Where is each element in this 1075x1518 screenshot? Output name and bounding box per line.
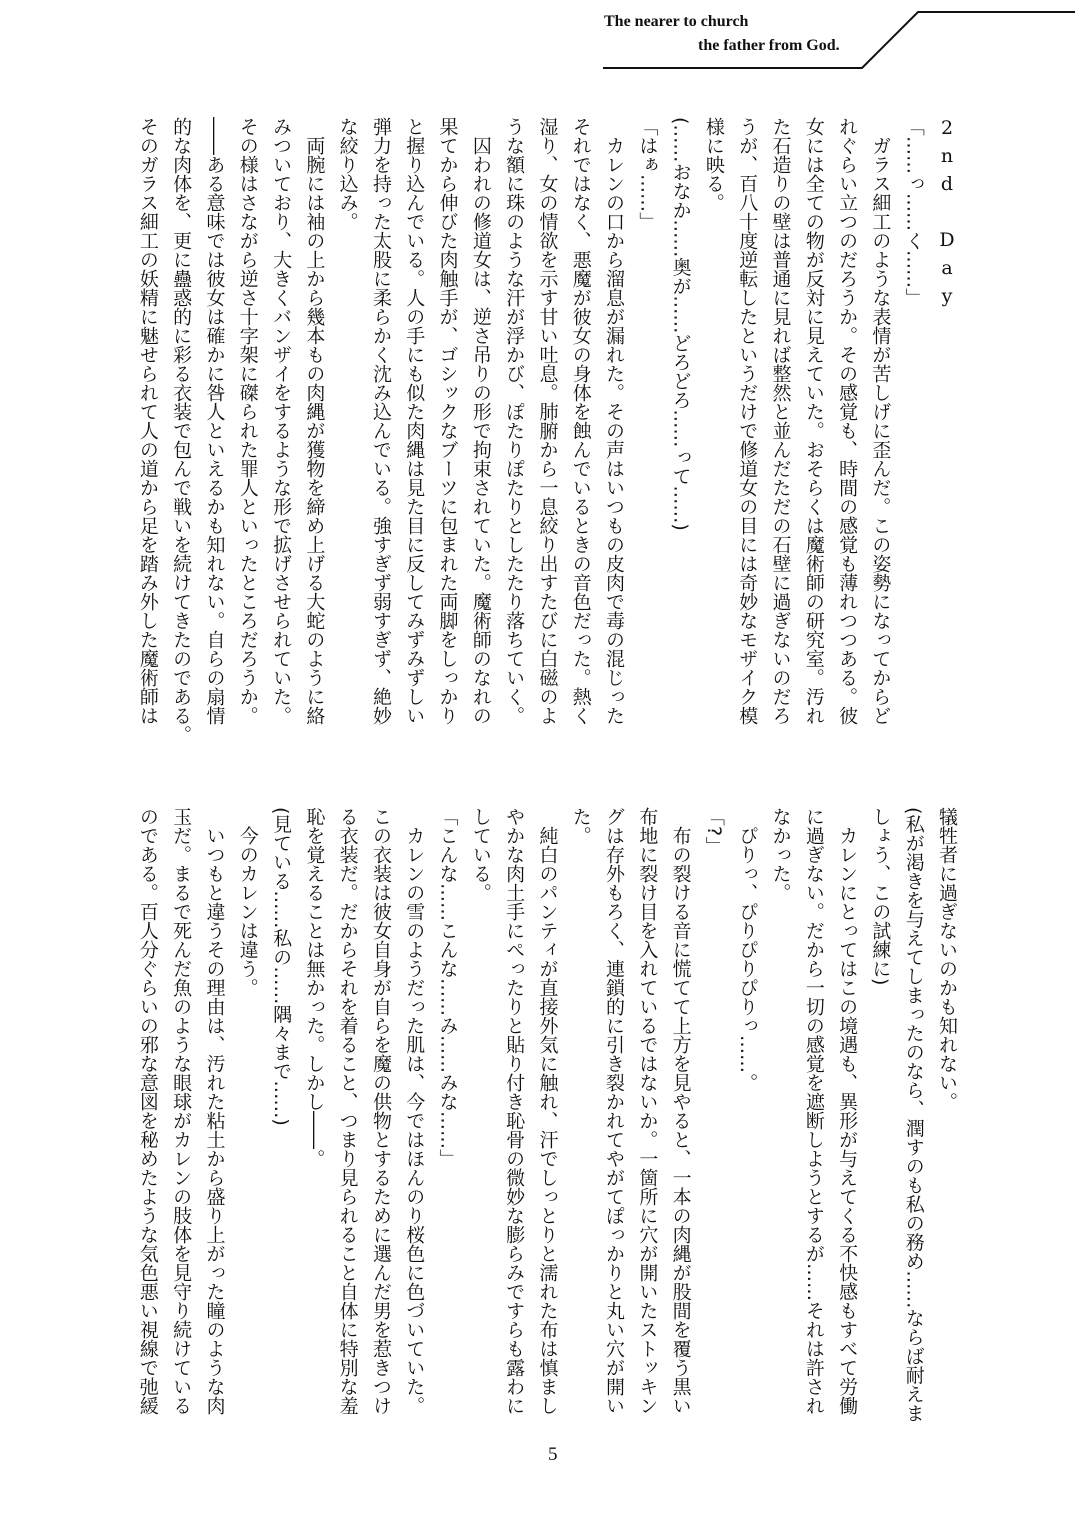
text-column: 純白のパンティが直接外気に触れ、汗でしっとりと濡れた布は慎まし <box>536 807 559 1415</box>
chapter-title: 2nd Day <box>936 117 958 313</box>
text-column: グは存外もろく、連鎖的に引き裂かれてやがてぽっかりと丸い穴が開い <box>603 807 626 1415</box>
text-column: 湿り、女の情欲を示す甘い吐息。肺腑から一息絞り出すたびに白磁のよ <box>536 117 559 725</box>
text-column: 布の裂ける音に慌てて上方を見やると、一本の肉縄が股間を覆う黒い <box>669 807 692 1415</box>
text-column: (……おなか……奥が……どろどろ……って……) <box>669 117 692 531</box>
header-line-1: The nearer to church <box>604 13 749 30</box>
text-column: やかな肉土手にぺったりと貼り付き恥骨の微妙な膨らみですらも露わに <box>503 807 526 1415</box>
text-column: れぐらい立つのだろうか。その感覚も、時間の感覚も薄れつつある。彼 <box>836 117 859 725</box>
text-column: る衣装だ。だからそれを着ること、つまり見られること自体に特別な羞 <box>336 807 359 1415</box>
text-column: いつもと違うその理由は、汚れた粘土から盛り上がった瞳のような肉 <box>203 807 226 1415</box>
page-number: 5 <box>548 1444 558 1465</box>
text-column: その様はさながら逆さ十字架に磔られた罪人といったところだろうか。 <box>236 117 259 725</box>
text-column: 果てから伸びた肉触手が、ゴシックなブーツに包まれた両脚をしっかり <box>436 117 459 725</box>
text-column: 「はぁ……」 <box>636 117 659 231</box>
text-column: 囚われの修道女は、逆さ吊りの形で拘束されていた。魔術師のなれの <box>469 117 492 725</box>
text-column: に過ぎない。だから一切の感覚を遮断しようとするが……それは許され <box>802 807 825 1415</box>
header-line-2: the father from God. <box>698 37 840 54</box>
text-column: なかった。 <box>769 807 792 902</box>
text-column: 「こんな……こんな……み……みな……」 <box>436 807 459 1168</box>
text-block-top <box>131 117 963 744</box>
text-column: ガラス細工のような表情が苦しげに歪んだ。この姿勢になってからど <box>869 117 892 725</box>
text-column: それではなく、悪魔が彼女の身体を蝕んでいるときの音色だった。熱く <box>569 117 592 725</box>
text-column: のである。百人分ぐらいの邪な意図を秘めたような気色悪い視線で弛緩 <box>136 807 159 1415</box>
text-column: みついており、大きくバンザイをするような形で拡げさせられていた。 <box>270 117 293 725</box>
text-column: カレンの雪のようだった肌は、今ではほんのり桜色に色づいていた。 <box>403 807 426 1415</box>
text-column: た石造りの壁は普通に見れば整然と並んだただの石壁に過ぎないのだろ <box>769 117 792 725</box>
text-column: 様に映る。 <box>702 117 725 212</box>
text-column: 今のカレンは違う。 <box>236 807 259 997</box>
text-column: この衣装は彼女自身が自らを魔の供物とするために選んだ男を惹きつけ <box>369 807 392 1415</box>
text-column: (私が渇きを与えてしまったのなら、潤すのも私の務め……ならば耐えま <box>902 807 925 1423</box>
text-column: 犠牲者に過ぎないのかも知れない。 <box>936 807 958 1111</box>
text-column: (見ている……私の……隅々まで……) <box>270 807 293 1126</box>
text-column: な絞り込み。 <box>336 117 359 231</box>
text-column: 的な肉体を、更に蠱惑的に彩る衣装で包んで戦いを続けてきたのである。 <box>170 117 193 744</box>
text-column: 弾力を持った太股に柔らかく沈み込んでいる。強すぎず弱すぎず、絶妙 <box>369 117 392 725</box>
text-column: 布地に裂け目を入れているではないか。一箇所に穴が開いたストッキン <box>636 807 659 1415</box>
text-column: 恥を覚えることは無かった。しかし――。 <box>303 807 326 1168</box>
text-column: ――ある意味では彼女は確かに咎人といえるかも知れない。自らの扇情 <box>203 117 226 725</box>
text-column: 女には全ての物が反対に見えていた。おそらくは魔術師の研究室。汚れ <box>802 117 825 725</box>
text-column: た。 <box>569 807 592 845</box>
text-column: しょう、この試練に) <box>869 807 892 986</box>
text-column: そのガラス細工の妖精に魅せられて人の道から足を踏み外した魔術師は <box>136 117 159 725</box>
text-column: ぴりっ、ぴりぴりぴりっ……。 <box>736 807 759 1092</box>
text-column: 両腕には袖の上から幾本もの肉縄が獲物を締め上げる大蛇のように絡 <box>303 117 326 725</box>
text-column: うが、百八十度逆転したというだけで修道女の目には奇妙なモザイク模 <box>736 117 759 725</box>
text-column: カレンの口から溜息が漏れた。その声はいつもの皮肉で毒の混じった <box>603 117 626 725</box>
running-header <box>604 10 840 58</box>
header-rule <box>0 0 1075 80</box>
text-column: 玉だ。まるで死んだ魚のような眼球がカレンの肢体を見守り続けている <box>170 807 193 1415</box>
text-column: 「……っ……く……」 <box>902 117 925 307</box>
text-column: 「?」 <box>702 807 725 856</box>
text-column: と握り込んでいる。人の手にも似た肉縄は見た目に反してみずみずしい <box>403 117 426 725</box>
text-block-bottom <box>131 807 963 1421</box>
text-column: うな額に珠のような汗が浮かび、ぽたりぽたりとしたたり落ちていく。 <box>503 117 526 725</box>
text-column: カレンにとってはこの境遇も、異形が与えてくる不快感もすべて労働 <box>836 807 859 1415</box>
text-column: している。 <box>469 807 492 902</box>
